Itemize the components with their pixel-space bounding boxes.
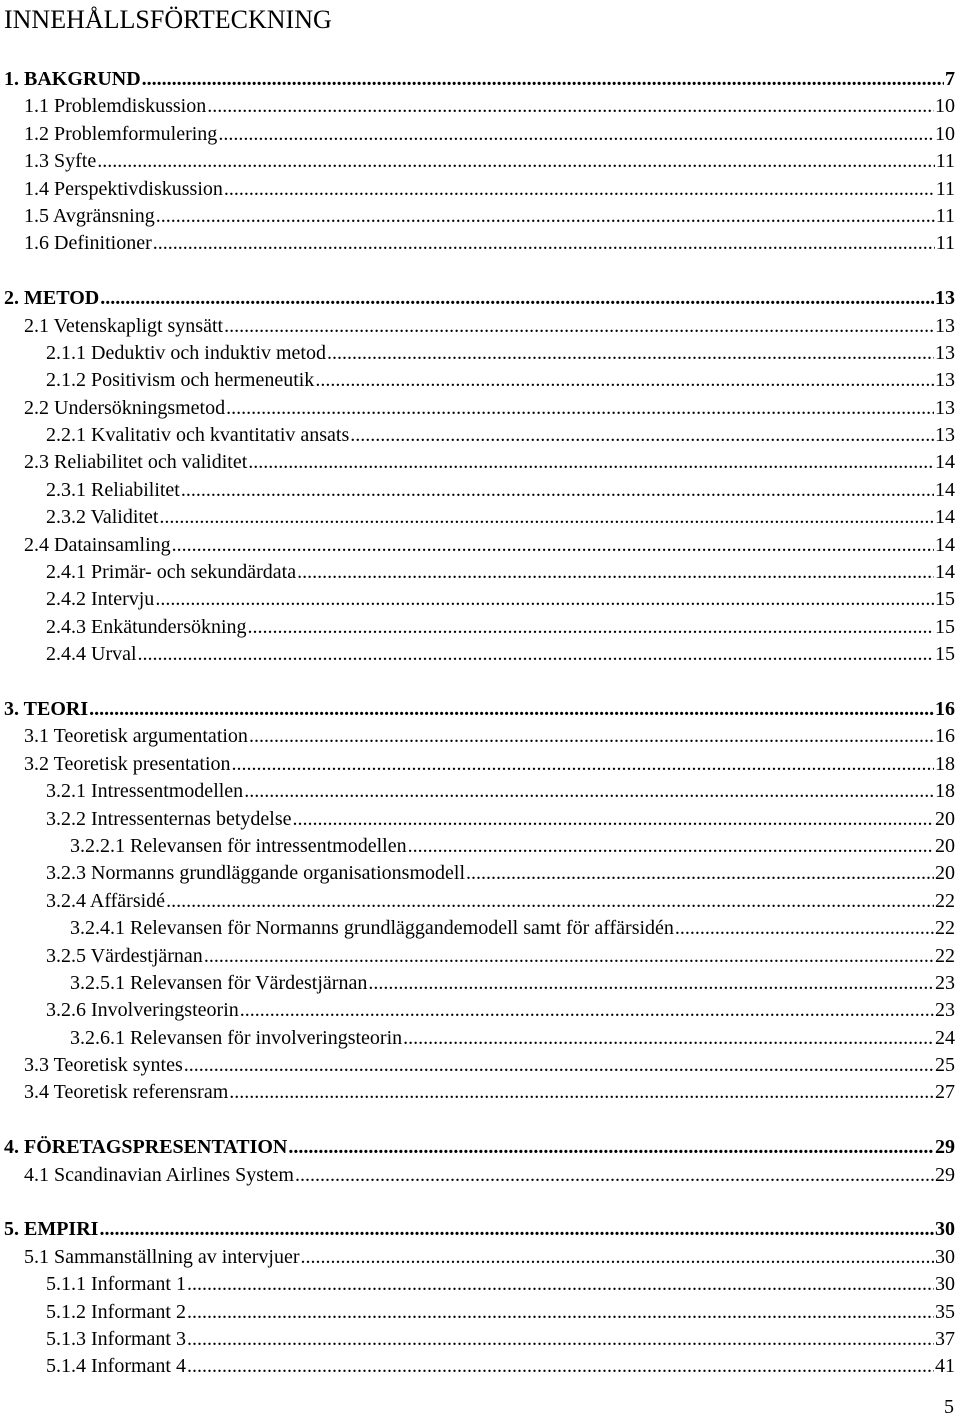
toc-entry-page: 24	[935, 1026, 955, 1049]
dot-leader	[403, 1025, 934, 1052]
dot-leader	[232, 751, 934, 778]
toc-entry-page: 25	[935, 1054, 955, 1077]
toc-entry[interactable]	[4, 93, 955, 120]
dot-leader	[187, 1299, 934, 1326]
toc-entry-page: 11	[935, 177, 955, 200]
toc-entry[interactable]	[4, 313, 955, 340]
dot-leader	[142, 66, 944, 93]
dot-leader	[224, 313, 934, 340]
dot-leader	[248, 614, 934, 641]
toc-list	[4, 66, 955, 1381]
toc-entry-page: 37	[935, 1327, 955, 1350]
toc-entry-page: 29	[935, 1163, 955, 1186]
dot-leader	[244, 778, 934, 805]
toc-entry[interactable]	[4, 532, 955, 559]
dot-leader	[408, 833, 934, 860]
toc-entry[interactable]	[4, 395, 955, 422]
toc-entry-page: 23	[935, 971, 955, 994]
toc-entry-label: 1.1 Problemdiskussion	[24, 95, 207, 118]
toc-entry-page: 22	[935, 889, 955, 912]
toc-entry[interactable]	[4, 176, 955, 203]
toc-entry[interactable]	[4, 422, 955, 449]
toc-chapter-entry[interactable]	[4, 1216, 955, 1243]
toc-entry-label: 2.3.1 Reliabilitet	[46, 478, 180, 501]
toc-entry[interactable]	[4, 449, 955, 476]
dot-leader	[187, 1271, 934, 1298]
dot-leader	[187, 1326, 934, 1353]
toc-entry-page: 13	[935, 314, 955, 337]
toc-entry-page: 22	[935, 917, 955, 940]
toc-entry-page: 11	[935, 204, 955, 227]
dot-leader	[156, 203, 935, 230]
dot-leader	[301, 1244, 935, 1271]
dot-leader	[204, 943, 934, 970]
toc-entry-label: 3. TEORI	[4, 697, 89, 720]
toc-entry[interactable]	[4, 751, 955, 778]
toc-entry-page: 23	[935, 999, 955, 1022]
toc-entry[interactable]	[4, 230, 955, 257]
toc-entry-label: 3.1 Teoretisk argumentation	[24, 725, 248, 748]
toc-entry[interactable]	[4, 504, 955, 531]
toc-entry-label: 1.4 Perspektivdiskussion	[24, 177, 223, 200]
toc-entry-page: 20	[935, 834, 955, 857]
dot-leader	[368, 970, 934, 997]
toc-entry[interactable]	[4, 367, 955, 394]
toc-entry[interactable]	[4, 586, 955, 613]
dot-leader	[97, 148, 935, 175]
toc-entry[interactable]	[4, 723, 955, 750]
toc-entry[interactable]	[4, 203, 955, 230]
toc-entry-page: 10	[935, 122, 955, 145]
dot-leader	[229, 1079, 934, 1106]
toc-entry-label: 2.3 Reliabilitet och validitet	[24, 451, 248, 474]
toc-title: INNEHÅLLSFÖRTECKNING	[4, 5, 332, 34]
toc-entry[interactable]	[4, 121, 955, 148]
toc-entry-label: 1. BAKGRUND	[4, 68, 141, 90]
toc-entry-page: 30	[935, 1273, 955, 1296]
toc-entry-page: 15	[935, 615, 955, 638]
toc-entry-label: 1.3 Syfte	[24, 150, 97, 173]
toc-entry-label: 2.2.1 Kvalitativ och kvantitativ ansats	[46, 424, 350, 447]
dot-leader	[248, 449, 934, 476]
dot-leader	[153, 230, 935, 257]
toc-chapter-entry[interactable]	[4, 1134, 955, 1161]
toc-entry-label: 5.1.4 Informant 4	[46, 1355, 186, 1378]
toc-entry-page: 22	[935, 944, 955, 967]
toc-entry-label: 3.2 Teoretisk presentation	[24, 752, 231, 775]
dot-leader	[675, 915, 934, 942]
dot-leader	[249, 723, 934, 750]
toc-entry-label: 3.2.6 Involveringsteorin	[46, 999, 239, 1022]
toc-entry-label: 3.2.3 Normanns grundläggande organisationsmodell	[46, 862, 466, 885]
toc-entry[interactable]	[4, 1079, 955, 1106]
toc-entry[interactable]	[4, 1052, 955, 1079]
toc-entry-label: 5.1.2 Informant 2	[46, 1300, 186, 1323]
toc-entry-page: 10	[935, 95, 955, 118]
toc-entry-label: 3.2.4 Affärsidé	[46, 889, 166, 912]
toc-entry-label: 2.1.2 Positivism och hermeneutik	[46, 369, 315, 392]
toc-entry-page: 18	[935, 780, 955, 803]
toc-entry-page: 14	[935, 561, 955, 584]
toc-entry-page: 13	[935, 287, 955, 310]
toc-entry-page: 11	[935, 150, 955, 173]
dot-leader	[155, 586, 934, 613]
toc-entry-page: 16	[935, 725, 955, 748]
dot-leader	[159, 504, 934, 531]
toc-entry-page: 30	[935, 1245, 955, 1268]
dot-leader	[207, 93, 934, 120]
dot-leader	[297, 559, 934, 586]
toc-entry[interactable]	[4, 888, 955, 915]
toc-entry-page: 13	[935, 369, 955, 392]
toc-entry[interactable]	[4, 833, 955, 860]
dot-leader	[166, 888, 934, 915]
toc-entry-page: 20	[935, 807, 955, 830]
toc-entry-label: 5.1.3 Informant 3	[46, 1327, 186, 1350]
toc-entry[interactable]	[4, 778, 955, 805]
dot-leader	[184, 1052, 934, 1079]
toc-entry-label: 5.1 Sammanställning av intervjuer	[24, 1245, 300, 1268]
toc-entry[interactable]	[4, 1271, 955, 1298]
toc-entry-page: 18	[935, 752, 955, 775]
dot-leader	[218, 121, 934, 148]
dot-leader	[466, 860, 934, 887]
toc-entry-page: 35	[935, 1300, 955, 1323]
dot-leader	[315, 367, 934, 394]
dot-leader	[295, 1162, 934, 1189]
dot-leader	[172, 532, 934, 559]
toc-entry[interactable]	[4, 148, 955, 175]
toc-entry[interactable]	[4, 860, 955, 887]
dot-leader	[292, 806, 934, 833]
toc-entry-label: 2.4.3 Enkätundersökning	[46, 615, 247, 638]
toc-entry-page: 7	[945, 68, 955, 90]
toc-entry-label: 3.2.1 Intressentmodellen	[46, 780, 244, 803]
dot-leader	[288, 1134, 934, 1161]
toc-entry-page: 11	[935, 232, 955, 255]
toc-entry-page: 30	[935, 1218, 955, 1241]
toc-entry-label: 2.1 Vetenskapligt synsätt	[24, 314, 224, 337]
toc-entry-label: 2.1.1 Deduktiv och induktiv metod	[46, 341, 326, 364]
toc-entry-label: 5.1.1 Informant 1	[46, 1273, 186, 1296]
dot-leader	[100, 285, 934, 312]
toc-entry[interactable]	[4, 970, 955, 997]
toc-entry-page: 20	[935, 862, 955, 885]
page-number: 5	[944, 1396, 954, 1418]
toc-entry[interactable]	[4, 1299, 955, 1326]
toc-entry-label: 3.2.4.1 Relevansen för Normanns grundläggandemodell samt för affärsidén	[70, 917, 674, 940]
toc-entry[interactable]	[4, 641, 955, 668]
toc-chapter-entry[interactable]	[4, 66, 955, 93]
toc-entry-label: 3.2.6.1 Relevansen för involveringsteorin	[70, 1026, 403, 1049]
toc-entry-page: 14	[935, 478, 955, 501]
toc-entry-label: 1.2 Problemformulering	[24, 122, 218, 145]
toc-entry-page: 14	[935, 451, 955, 474]
toc-entry-label: 2.2 Undersökningsmetod	[24, 396, 226, 419]
dot-leader	[187, 1353, 934, 1380]
toc-entry-label: 2. METOD	[4, 287, 100, 310]
toc-entry[interactable]	[4, 340, 955, 367]
toc-entry-label: 3.2.5 Värdestjärnan	[46, 944, 203, 967]
toc-entry-label: 3.2.2 Intressenternas betydelse	[46, 807, 292, 830]
dot-leader	[240, 997, 934, 1024]
toc-entry[interactable]	[4, 915, 955, 942]
toc-entry-label: 2.4.1 Primär- och sekundärdata	[46, 561, 297, 584]
toc-entry-label: 1.5 Avgränsning	[24, 204, 155, 227]
toc-entry[interactable]	[4, 1025, 955, 1052]
toc-entry-page: 14	[935, 506, 955, 529]
toc-entry[interactable]	[4, 1353, 955, 1380]
toc-entry-label: 3.2.5.1 Relevansen för Värdestjärnan	[70, 971, 368, 994]
dot-leader	[224, 176, 935, 203]
dot-leader	[99, 1216, 934, 1243]
toc-chapter-entry[interactable]	[4, 696, 955, 723]
toc-entry-label: 5. EMPIRI	[4, 1218, 99, 1241]
toc-entry-label: 4.1 Scandinavian Airlines System	[24, 1163, 294, 1186]
toc-entry-page: 29	[935, 1136, 955, 1159]
dot-leader	[181, 477, 934, 504]
dot-leader	[350, 422, 934, 449]
toc-entry[interactable]	[4, 806, 955, 833]
toc-entry-label: 1.6 Definitioner	[24, 232, 152, 255]
toc-entry[interactable]	[4, 997, 955, 1024]
toc-entry-page: 14	[935, 533, 955, 556]
toc-entry[interactable]	[4, 1326, 955, 1353]
toc-entry-page: 15	[935, 588, 955, 611]
toc-entry[interactable]	[4, 477, 955, 504]
dot-leader	[138, 641, 934, 668]
toc-entry[interactable]	[4, 1162, 955, 1189]
toc-entry-label: 3.3 Teoretisk syntes	[24, 1054, 183, 1077]
toc-entry-label: 2.3.2 Validitet	[46, 506, 159, 529]
toc-entry[interactable]	[4, 1244, 955, 1271]
toc-entry[interactable]	[4, 943, 955, 970]
toc-entry-page: 16	[935, 697, 955, 720]
toc-entry-page: 41	[935, 1355, 955, 1378]
dot-leader	[327, 340, 934, 367]
toc-entry-page: 27	[935, 1081, 955, 1104]
toc-chapter-entry[interactable]	[4, 285, 955, 312]
toc-entry-label: 2.4.4 Urval	[46, 643, 137, 666]
toc-entry-label: 2.4.2 Intervju	[46, 588, 155, 611]
toc-entry-page: 13	[935, 424, 955, 447]
toc-entry-page: 13	[935, 341, 955, 364]
toc-entry-page: 15	[935, 643, 955, 666]
toc-entry-label: 3.2.2.1 Relevansen för intressentmodellen	[70, 834, 407, 857]
dot-leader	[89, 696, 934, 723]
dot-leader	[226, 395, 934, 422]
toc-entry-label: 3.4 Teoretisk referensram	[24, 1081, 229, 1104]
toc-entry[interactable]	[4, 614, 955, 641]
toc-entry-label: 2.4 Datainsamling	[24, 533, 171, 556]
toc-entry-label: 4. FÖRETAGSPRESENTATION	[4, 1136, 288, 1159]
toc-entry-page: 13	[935, 396, 955, 419]
toc-entry[interactable]	[4, 559, 955, 586]
